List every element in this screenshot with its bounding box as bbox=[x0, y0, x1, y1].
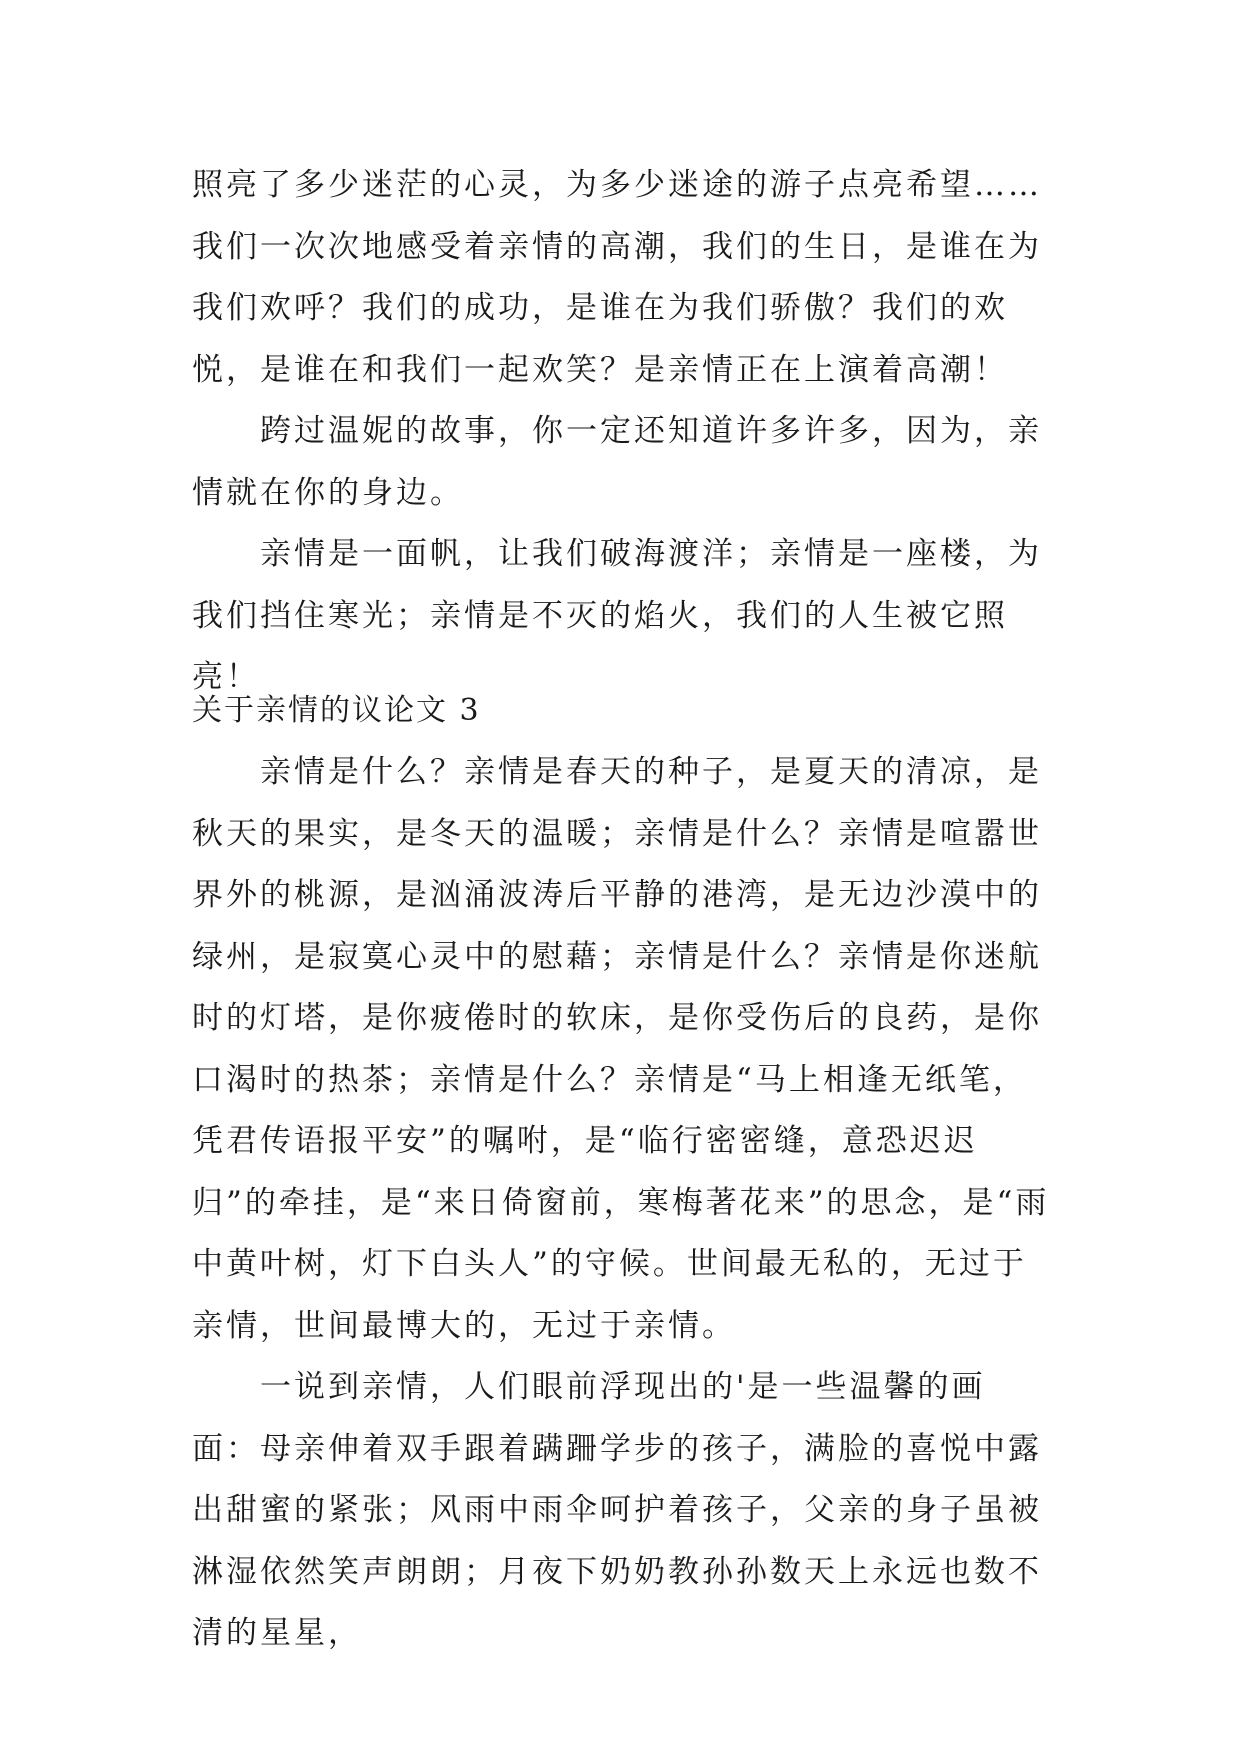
section-title: 关于亲情的议论文 3 bbox=[192, 693, 481, 728]
paragraph: 亲情是一面帆，让我们破海渡洋；亲情是一座楼，为我们挡住寒光；亲情是不灭的焰火，我们的人生被它照亮！ bbox=[192, 536, 1042, 695]
paragraph: 跨过温妮的故事，你一定还知道许多许多，因为，亲情就在你的身边。 bbox=[192, 413, 1042, 511]
paragraph: 亲情是什么？亲情是春天的种子，是夏天的清凉，是秋天的果实，是冬天的温暖；亲情是什么？亲情是喧嚣世界外的桃源，是汹涌波涛后平静的港湾，是无边沙漠中的绿州，是寂寞心灵中的慰藉；亲情是什么？亲情是你迷航时的灯塔，是你疲倦时的软床，是你受伤后的良药，是你口渴时的热茶；亲情是什么？亲情是“马上相逢无纸笔，凭君传语报平安”的嘱咐，是“临行密密缝，意恐迟迟归”的牵挂，是“来日倚窗前，寒梅著花来”的思念，是“雨中黄叶树，灯下白头人”的守候。世间最无私的，无过于亲情，世间最博大的，无过于亲情。 bbox=[192, 754, 1050, 1344]
paragraph: 照亮了多少迷茫的心灵，为多少迷途的游子点亮希望……我们一次次地感受着亲情的高潮，我们的生日，是谁在为我们欢呼？我们的成功，是谁在为我们骄傲？我们的欢悦，是谁在和我们一起欢笑？是亲情正在上演着高潮！ bbox=[192, 167, 1042, 388]
essay-continuation bbox=[192, 155, 1052, 709]
paragraph: 一说到亲情，人们眼前浮现出的'是一些温馨的画面：母亲伸着双手跟着蹒跚学步的孩子，满脸的喜悦中露出甜蜜的紧张；风雨中雨伞呵护着孩子，父亲的身子虽被淋湿依然笑声朗朗；月夜下奶奶教孙孙数天上永远也数不清的星星， bbox=[192, 1369, 1042, 1651]
essay-body bbox=[192, 742, 1052, 1665]
